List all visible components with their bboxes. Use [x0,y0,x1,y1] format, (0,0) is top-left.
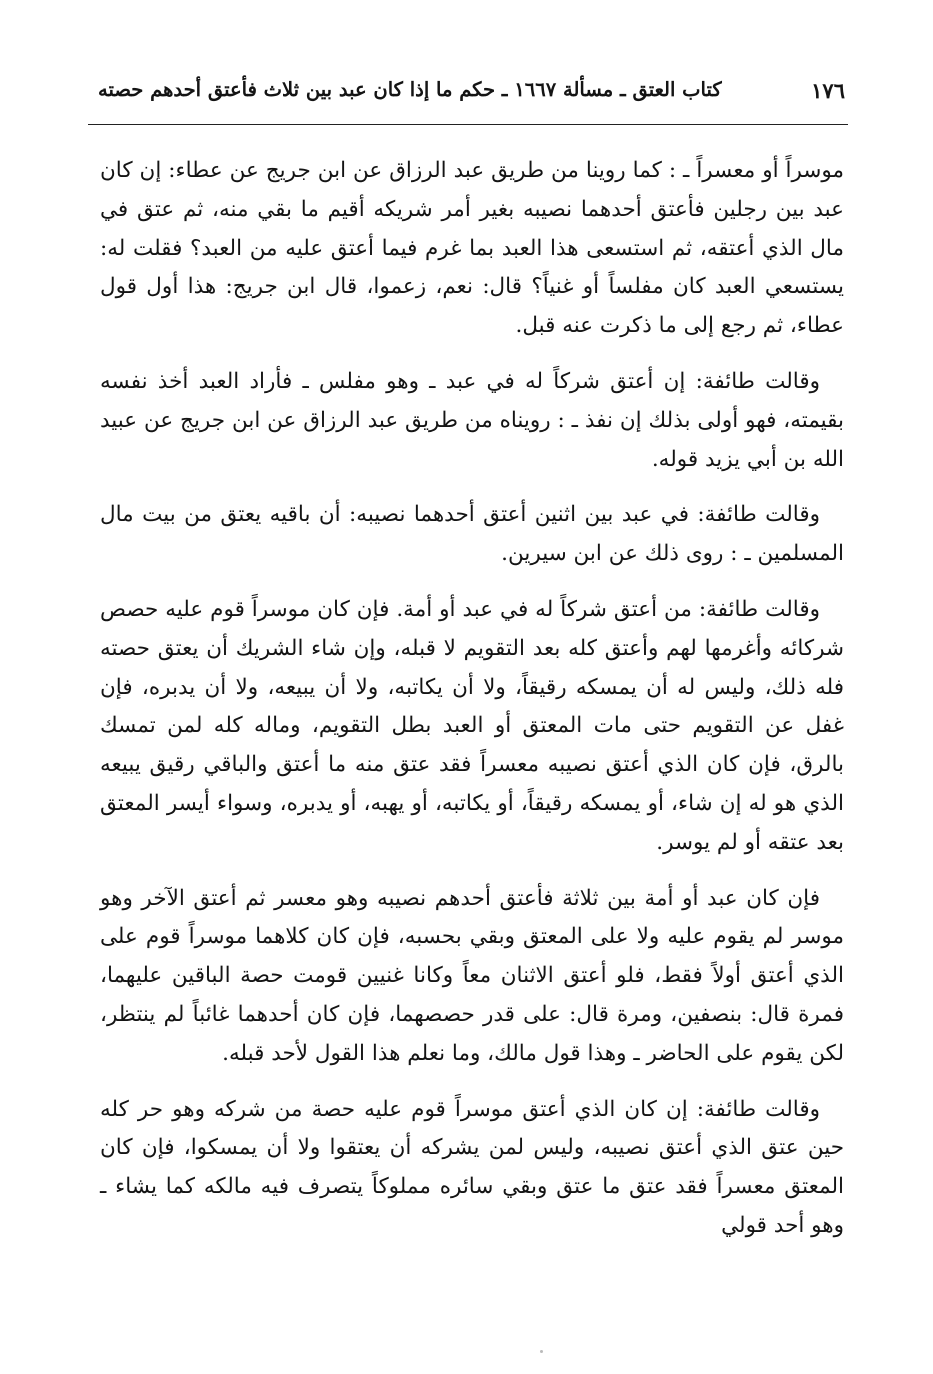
paragraph-6: وقالت طائفة: إن كان الذي أعتق موسراً قوم عليه حصة من شركه وهو حر كله حين عتق الذي أعتق نصيبه، وليس لمن يشركه أن يعتقوا ولا أن يمسكوا، فإن كان المعتق معسراً فقد عتق ما عتق وبقي سائره مملوكاً يتصرف فيه مالكه كما يشاء ـ وهو أحد قولي [100,1096,844,1238]
paragraph-1: موسراً أو معسراً ـ : كما روينا من طريق عبد الرزاق عن ابن جريج عن عطاء: إن كان عبد بين رجلين فأعتق أحدهما نصيبه بغير أمر شريكه أقيم ما بقي منه، ثم عتق في مال الذي أعتقه، ثم استسعى هذا العبد بما غرم فيما أعتق عليه من العبد؟ فقلت له: يستسعي العبد كان مفلساً أو غنياً؟ قال: نعم، زعموا، قال ابن جريج: هذا أول قول عطاء، ثم رجع إلى ما ذكرت عنه قبل. [100,158,844,339]
body-text [100,152,844,1263]
paragraph-5: فإن كان عبد أو أمة بين ثلاثة فأعتق أحدهم نصيبه وهو معسر ثم أعتق الآخر وهو موسر لم يقوم عليه ولا على المعتق وبقي بحسبه، فإن كان كلاهما موسراً قوم على الذي أعتق أولاً فقط، فلو أعتق الاثنان معاً وكانا غنيين قومت حصة الباقين عليهما، فمرة قال: بنصفين، ومرة قال: على قدر حصصهما، فإن كان أحدهما غائباً لم ينتظر، لكن يقوم على الحاضر ـ وهذا قول مالك، وما نعلم هذا القول لأحد قبله. [100,885,844,1066]
paragraph-3: وقالت طائفة: في عبد بين اثنين أعتق أحدهما نصيبه: أن باقيه يعتق من بيت مال المسلمين ـ : روى ذلك عن ابن سيرين. [100,502,844,567]
paragraph-4: وقالت طائفة: من أعتق شركاً له في عبد أو أمة. فإن كان موسراً قوم عليه حصص شركائه وأغرمها لهم وأعتق كله بعد التقويم لا قبله، وإن شاء الشريك أن يعتق حصته فله ذلك، وليس له أن يمسكه رقيقاً، ولا أن يكاتبه، ولا أن يبيعه، ولا أن يدبره، فإن غفل عن التقويم حتى مات المعتق أو العبد بطل التقويم، وماله كله لمن تمسك بالرق، فإن كان الذي أعتق نصيبه معسراً فقد عتق منه ما أعتق والباقي رقيق يبيعه الذي هو له إن شاء، أو يمسكه رقيقاً، أو يكاتبه، أو يهبه، أو يدبره، وسواء أيسر المعتق بعد عتقه أو لم يوسر. [100,596,844,855]
page-header [90,70,845,122]
running-title: كتاب العتق ـ مسألة ١٦٦٧ ـ حكم ما إذا كان عبد بين ثلاث فأعتق أحدهم حصته [98,78,722,101]
scan-speck [540,1350,543,1353]
header-divider [88,124,848,125]
page-number: ١٧٦ [811,78,845,103]
paragraph-2: وقالت طائفة: إن أعتق شركاً له في عبد ـ وهو مفلس ـ فأراد العبد أخذ نفسه بقيمته، فهو أولى بذلك إن نفذ ـ : رويناه من طريق عبد الرزاق عن ابن جريج عن عبيد الله بن أبي يزيد قوله. [100,368,844,472]
